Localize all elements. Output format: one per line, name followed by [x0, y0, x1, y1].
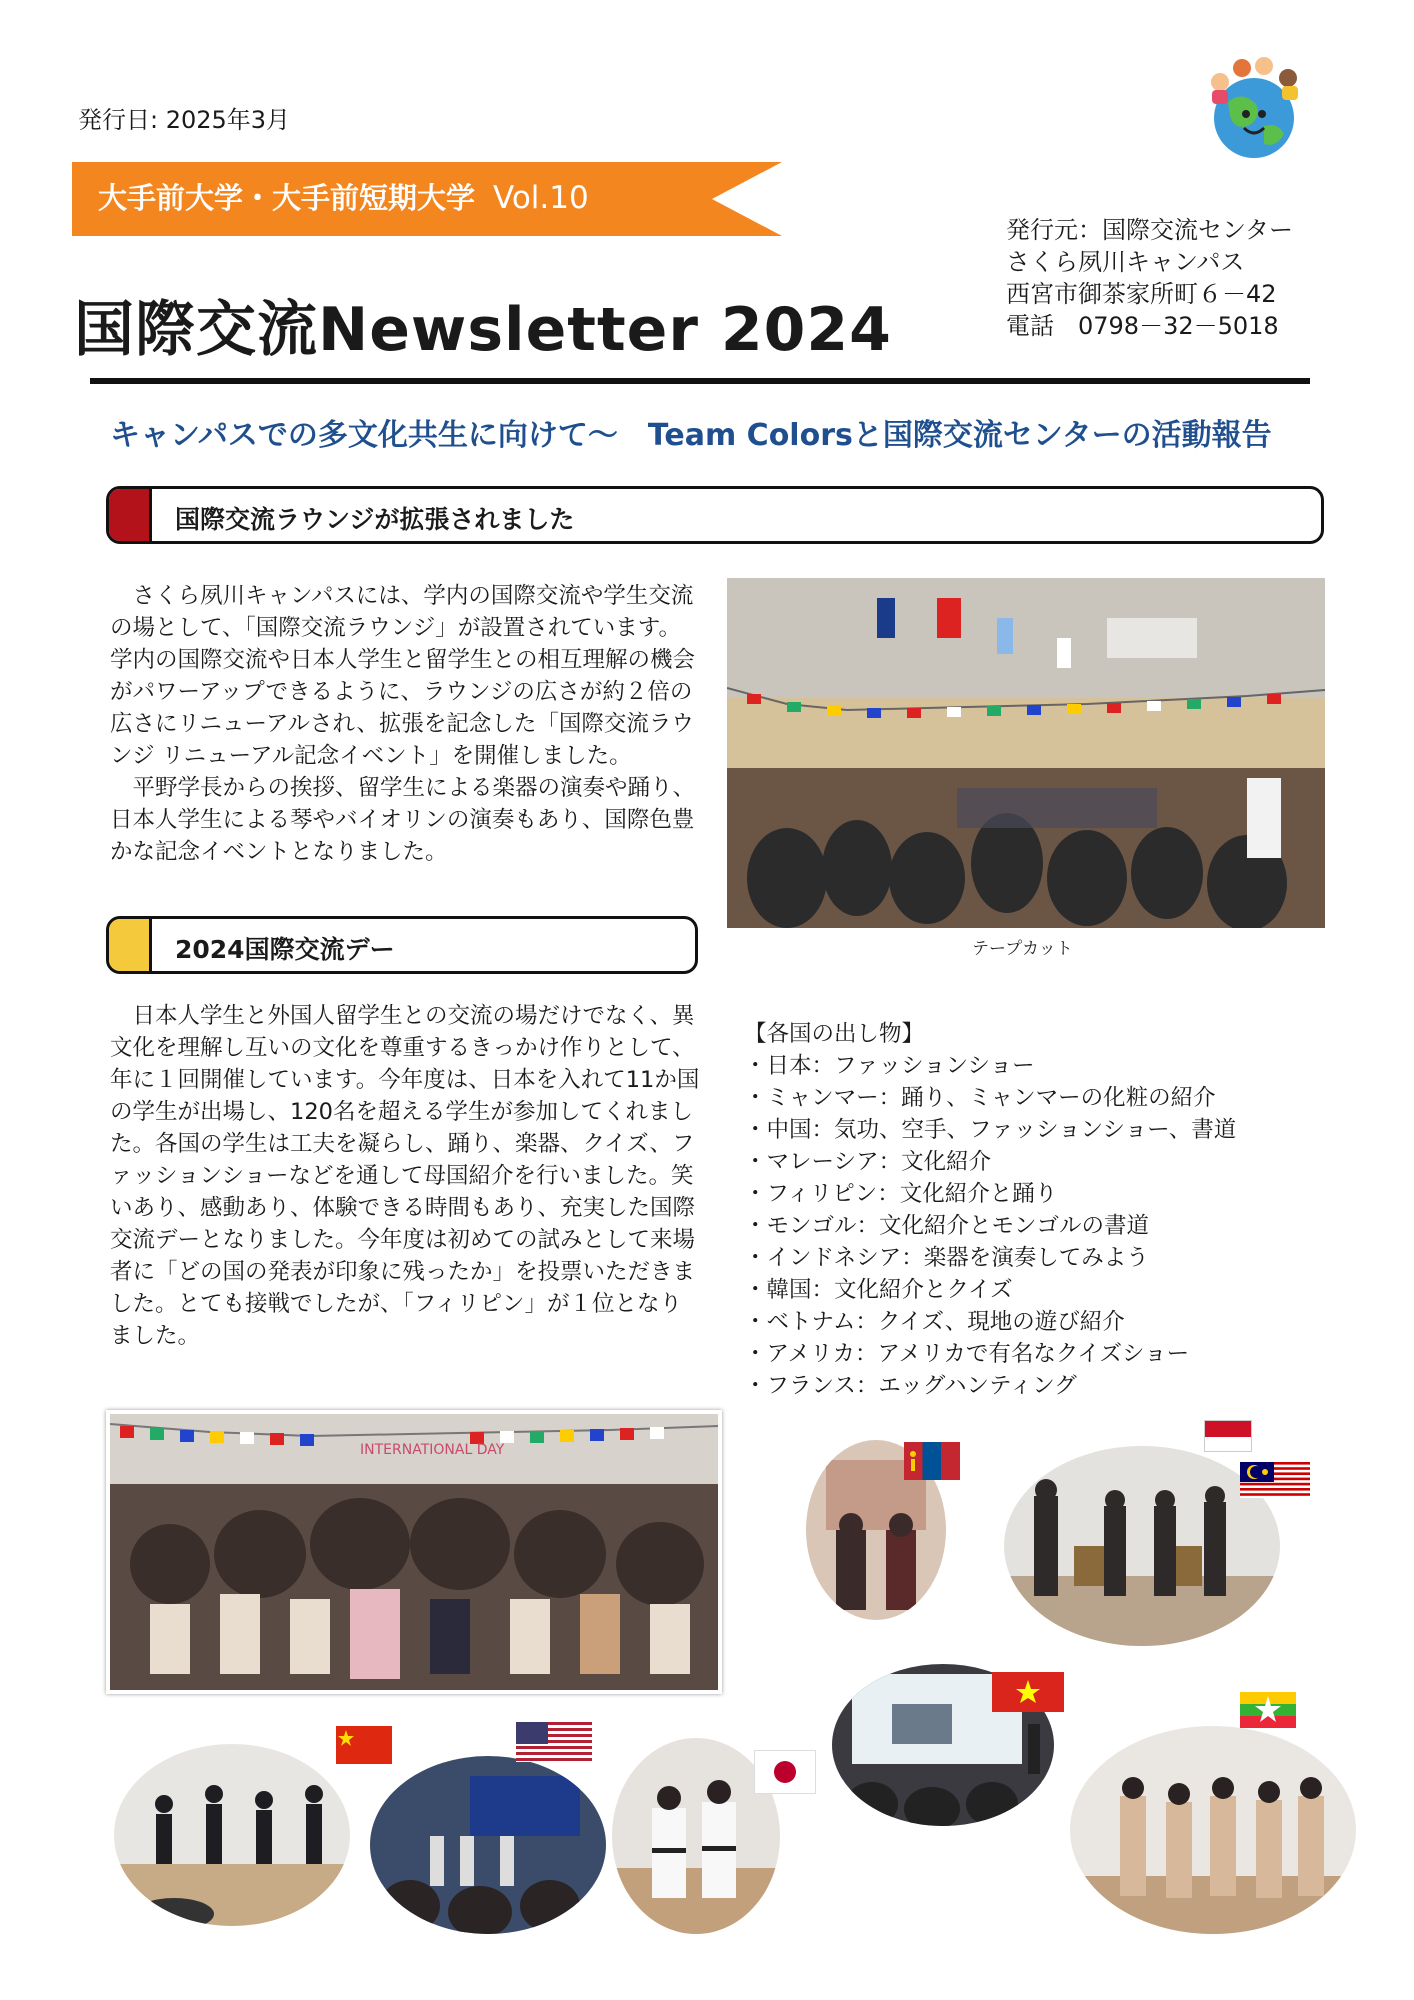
- exhibit-list-heading: 【各国の出し物】: [744, 1021, 925, 1047]
- issue-date: 発行日: 2025年3月: [78, 106, 291, 134]
- publisher-line: 電話 0798－32－5018: [1006, 312, 1279, 340]
- photo-caption: テープカット: [972, 939, 1073, 959]
- usa-flag: [516, 1722, 592, 1762]
- list-item: ・ ミャンマー：踊り、ミャンマーの化粧の紹介: [744, 1082, 1236, 1114]
- indonesia-flag: [1204, 1420, 1252, 1452]
- publisher-line: 西宮市御茶家所町６－42: [1006, 280, 1277, 308]
- title-banner: [72, 162, 782, 236]
- section-tab-yellow: [109, 919, 152, 971]
- myanmar-flag: [1240, 1692, 1296, 1728]
- list-item: ・ ベトナム：クイズ、現地の遊び紹介: [744, 1306, 1236, 1338]
- paragraph: さくら夙川キャンパスには、学内の国際交流や学生交流の場として、「国際交流ラウンジ」が設置されています。学内の国際交流や日本人学生と留学生との相互理解の機会がパワーアップできるように、ラウンジの広さが約２倍の広さにリニューアルされ、拡張を記念した「国際交流ラウンジ リニューアル記念イベント」を開催しました。: [110, 583, 696, 769]
- list-item: ・ マレーシア：文化紹介: [744, 1146, 1236, 1178]
- banner-vol: Vol.10: [493, 180, 589, 216]
- tape-cut-photo: [727, 578, 1325, 928]
- list-item: ・ アメリカ：アメリカで有名なクイズショー: [744, 1338, 1236, 1370]
- lounge-text: [110, 580, 700, 868]
- paragraph: 平野学長からの挨拶、留学生による楽器の演奏や踊り、日本人学生による琴やバイオリンの演奏もあり、国際色豊かな記念イベントとなりました。: [110, 775, 696, 865]
- section-heading-intl-day: [106, 916, 698, 974]
- list-item: ・ 韓国：文化紹介とクイズ: [744, 1274, 1236, 1306]
- list-item: ・ フランス：エッグハンティング: [744, 1370, 1236, 1402]
- banner-org: 大手前大学・大手前短期大学: [98, 181, 476, 215]
- section-heading-lounge: [106, 486, 1324, 544]
- malaysia-flag: [1240, 1462, 1310, 1498]
- section-heading-label: 国際交流ラウンジが拡張されました: [175, 505, 575, 534]
- list-item: ・ 中国：気功、空手、ファッションショー、書道: [744, 1114, 1236, 1146]
- japan-flag: [754, 1750, 816, 1794]
- globe-logo: [1198, 52, 1310, 164]
- myanmar-dance-photo: [1070, 1726, 1356, 1934]
- event-banner-text: INTERNATIONAL DAY: [360, 1442, 505, 1458]
- page-subtitle: キャンパスでの多文化共生に向けて～ Team Colorsと国際交流センターの活動報告: [110, 418, 1272, 453]
- list-item: ・ モンゴル：文化紹介とモンゴルの書道: [744, 1210, 1236, 1242]
- group-photo: [106, 1410, 722, 1694]
- indonesia-performance-photo: [1004, 1446, 1280, 1646]
- publisher-line: さくら夙川キャンパス: [1006, 248, 1245, 276]
- section-tab-red: [109, 489, 152, 541]
- usa-quiz-photo: [370, 1756, 606, 1934]
- vietnam-flag: [992, 1672, 1064, 1712]
- list-item: ・ フィリピン：文化紹介と踊り: [744, 1178, 1236, 1210]
- header-divider: [90, 378, 1310, 384]
- china-flag: [336, 1726, 392, 1764]
- intl-day-text: [110, 1000, 702, 1352]
- section-heading-label: 2024国際交流デー: [175, 935, 395, 964]
- page-title: 国際交流Newsletter 2024: [74, 295, 892, 365]
- list-item: ・ 日本：ファッションショー: [744, 1050, 1236, 1082]
- paragraph: 日本人学生と外国人留学生との交流の場だけでなく、異文化を理解し互いの文化を尊重するきっかけ作りとして、年に１回開催しています。今年度は、日本を入れて11か国の学生が出場し、120名を超える学生が参加してくれました。各国の学生は工夫を凝らし、踊り、楽器、クイズ、ファッションショーなどを通して母国紹介を行いました。笑いあり、感動あり、体験できる時間もあり、充実した国際交流デーとなりました。今年度は初めての試みとして来場者に「どの国の発表が印象に残ったか」を投票いただきました。とても接戦でしたが、「フィリピン」が１位となりました。: [110, 1003, 700, 1349]
- publisher-info: [1006, 214, 1293, 342]
- mongolia-flag: [904, 1442, 960, 1480]
- exhibit-list: [744, 1018, 1236, 1402]
- list-item: ・ インドネシア：楽器を演奏してみよう: [744, 1242, 1236, 1274]
- publisher-line: 発行元：国際交流センター: [1006, 216, 1294, 244]
- china-performance-photo: [114, 1744, 350, 1926]
